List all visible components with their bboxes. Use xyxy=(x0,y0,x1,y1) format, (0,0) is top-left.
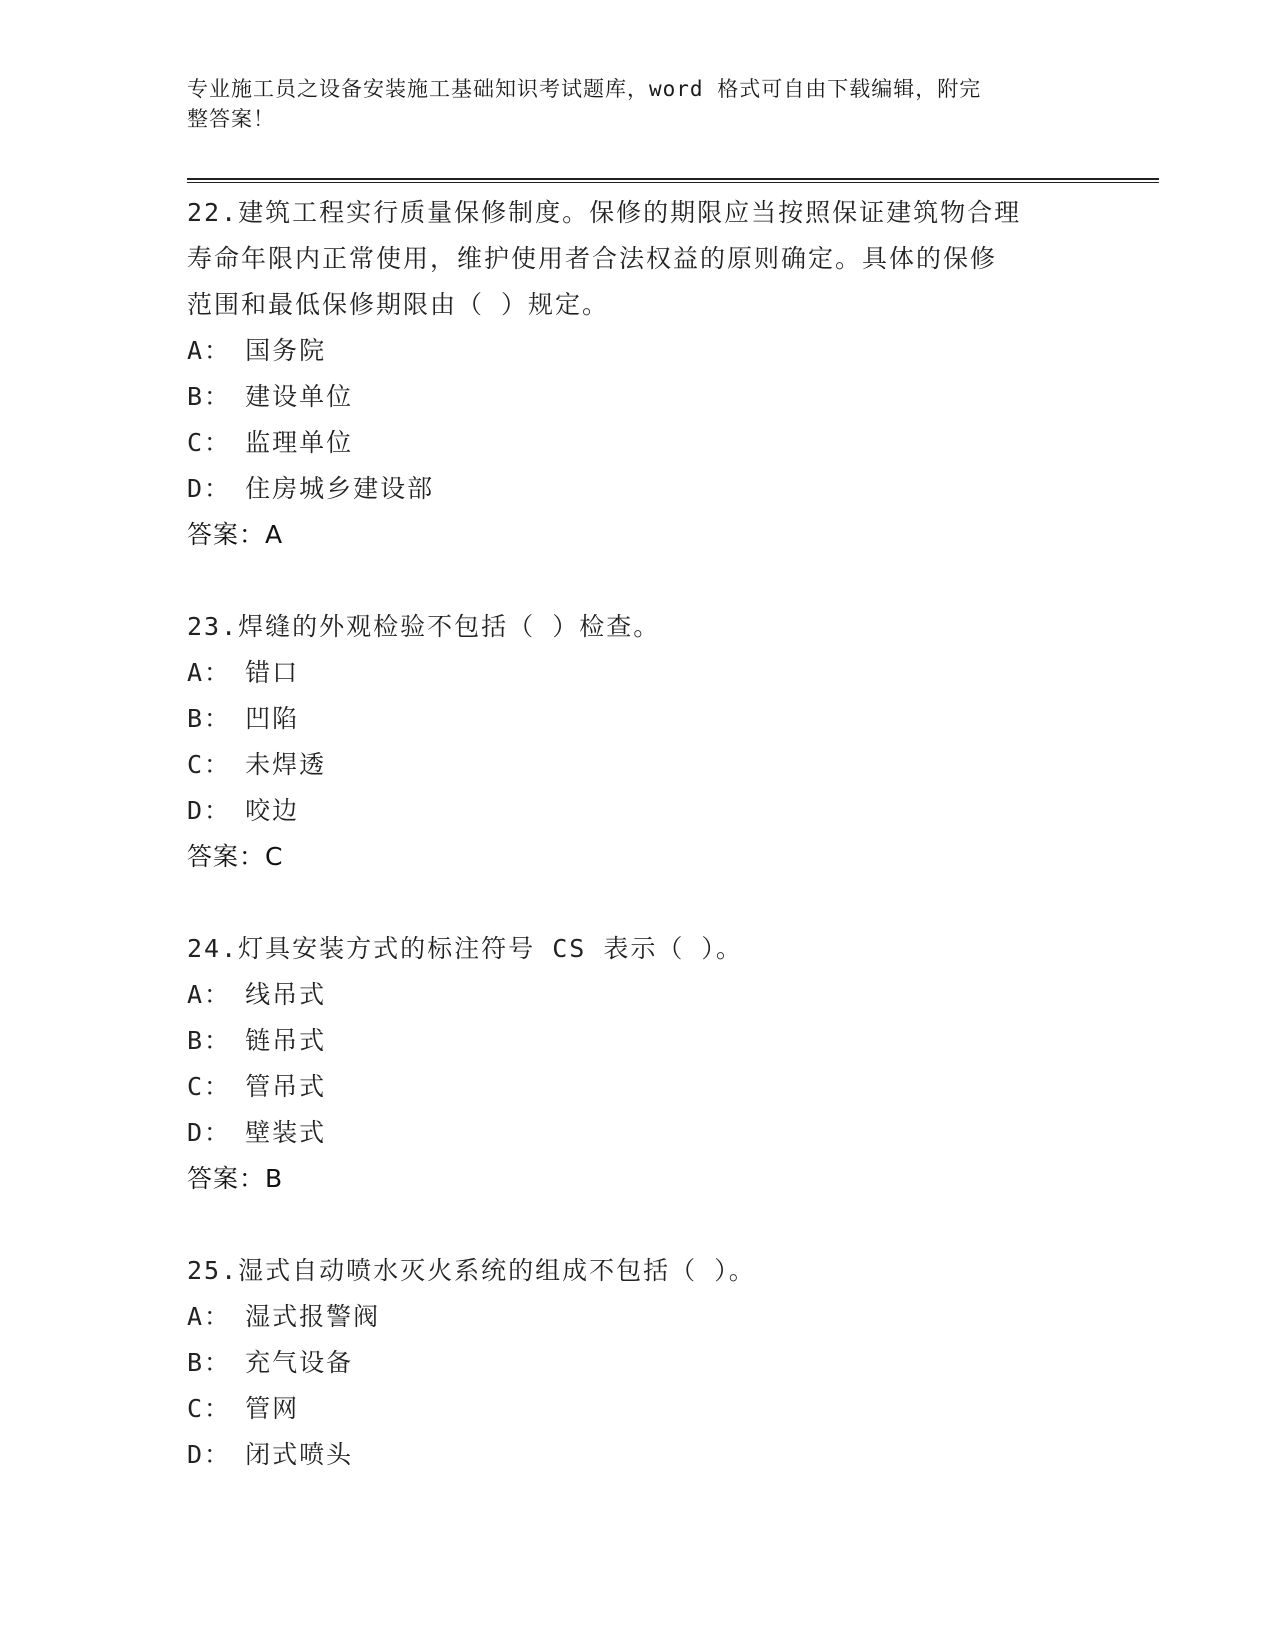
option-letter: C： xyxy=(187,428,232,457)
answer-option xyxy=(187,1064,1087,1110)
option-text: 凹陷 xyxy=(245,704,300,733)
option-text: 错口 xyxy=(245,658,300,687)
option-letter: B： xyxy=(187,1026,232,1055)
option-letter: C： xyxy=(187,1394,232,1423)
answer-option xyxy=(187,328,1087,374)
question-block xyxy=(187,190,1087,604)
answer-option xyxy=(187,1018,1087,1064)
option-letter: C： xyxy=(187,750,232,779)
option-letter: D： xyxy=(187,796,232,825)
header-line-1: 专业施工员之设备安装施工基础知识考试题库，word 格式可自由下载编辑，附完 xyxy=(187,77,982,101)
answer-option xyxy=(187,696,1087,742)
question-stem-line: 23.焊缝的外观检验不包括（ ）检查。 xyxy=(187,612,661,641)
answer-option xyxy=(187,374,1087,420)
document-header xyxy=(187,74,1067,134)
answer-option xyxy=(187,972,1087,1018)
option-text: 管网 xyxy=(245,1394,300,1423)
answer-option xyxy=(187,466,1087,512)
option-text: 线吊式 xyxy=(245,980,327,1009)
question-block xyxy=(187,604,1087,926)
option-letter: B： xyxy=(187,704,232,733)
question-stem-line: 寿命年限内正常使用，维护使用者合法权益的原则确定。具体的保修 xyxy=(187,244,998,273)
header-line-2: 整答案！ xyxy=(187,107,275,131)
option-letter: D： xyxy=(187,474,232,503)
answer-option xyxy=(187,1110,1087,1156)
answer-option xyxy=(187,788,1087,834)
question-stem-line: 24.灯具安装方式的标注符号 CS 表示（ ）。 xyxy=(187,934,743,963)
option-letter: B： xyxy=(187,1348,232,1377)
question-spacer xyxy=(187,880,1087,926)
option-text: 闭式喷头 xyxy=(245,1440,354,1469)
answer-key: 答案：B xyxy=(187,1164,284,1193)
option-text: 湿式报警阀 xyxy=(245,1302,381,1331)
option-text: 管吊式 xyxy=(245,1072,327,1101)
answer-option xyxy=(187,420,1087,466)
answer-option xyxy=(187,742,1087,788)
option-text: 未焊透 xyxy=(245,750,327,779)
answer-option xyxy=(187,650,1087,696)
answer-key: 答案：C xyxy=(187,842,284,871)
option-letter: A： xyxy=(187,1302,232,1331)
answer-option xyxy=(187,1386,1087,1432)
answer-key: 答案：A xyxy=(187,520,284,549)
header-divider-thick xyxy=(187,178,1159,180)
question-block xyxy=(187,1248,1087,1478)
option-text: 国务院 xyxy=(245,336,327,365)
option-letter: A： xyxy=(187,658,232,687)
question-list xyxy=(187,190,1087,1478)
option-letter: A： xyxy=(187,336,232,365)
answer-option xyxy=(187,1340,1087,1386)
option-text: 链吊式 xyxy=(245,1026,327,1055)
answer-option xyxy=(187,1294,1087,1340)
question-stem-line: 22.建筑工程实行质量保修制度。保修的期限应当按照保证建筑物合理 xyxy=(187,198,1022,227)
option-letter: B： xyxy=(187,382,232,411)
option-text: 监理单位 xyxy=(245,428,354,457)
question-spacer xyxy=(187,1202,1087,1248)
option-text: 建设单位 xyxy=(245,382,354,411)
question-stem-line: 25.湿式自动喷水灭火系统的组成不包括（ ）。 xyxy=(187,1256,756,1285)
question-stem-line: 范围和最低保修期限由（ ）规定。 xyxy=(187,290,610,319)
question-spacer xyxy=(187,558,1087,604)
option-text: 充气设备 xyxy=(245,1348,354,1377)
option-text: 咬边 xyxy=(245,796,300,825)
option-letter: D： xyxy=(187,1440,232,1469)
answer-option xyxy=(187,1432,1087,1478)
option-text: 壁装式 xyxy=(245,1118,327,1147)
option-text: 住房城乡建设部 xyxy=(245,474,435,503)
header-divider-thin xyxy=(187,182,1159,183)
question-block xyxy=(187,926,1087,1248)
option-letter: A： xyxy=(187,980,232,1009)
option-letter: D： xyxy=(187,1118,232,1147)
option-letter: C： xyxy=(187,1072,232,1101)
